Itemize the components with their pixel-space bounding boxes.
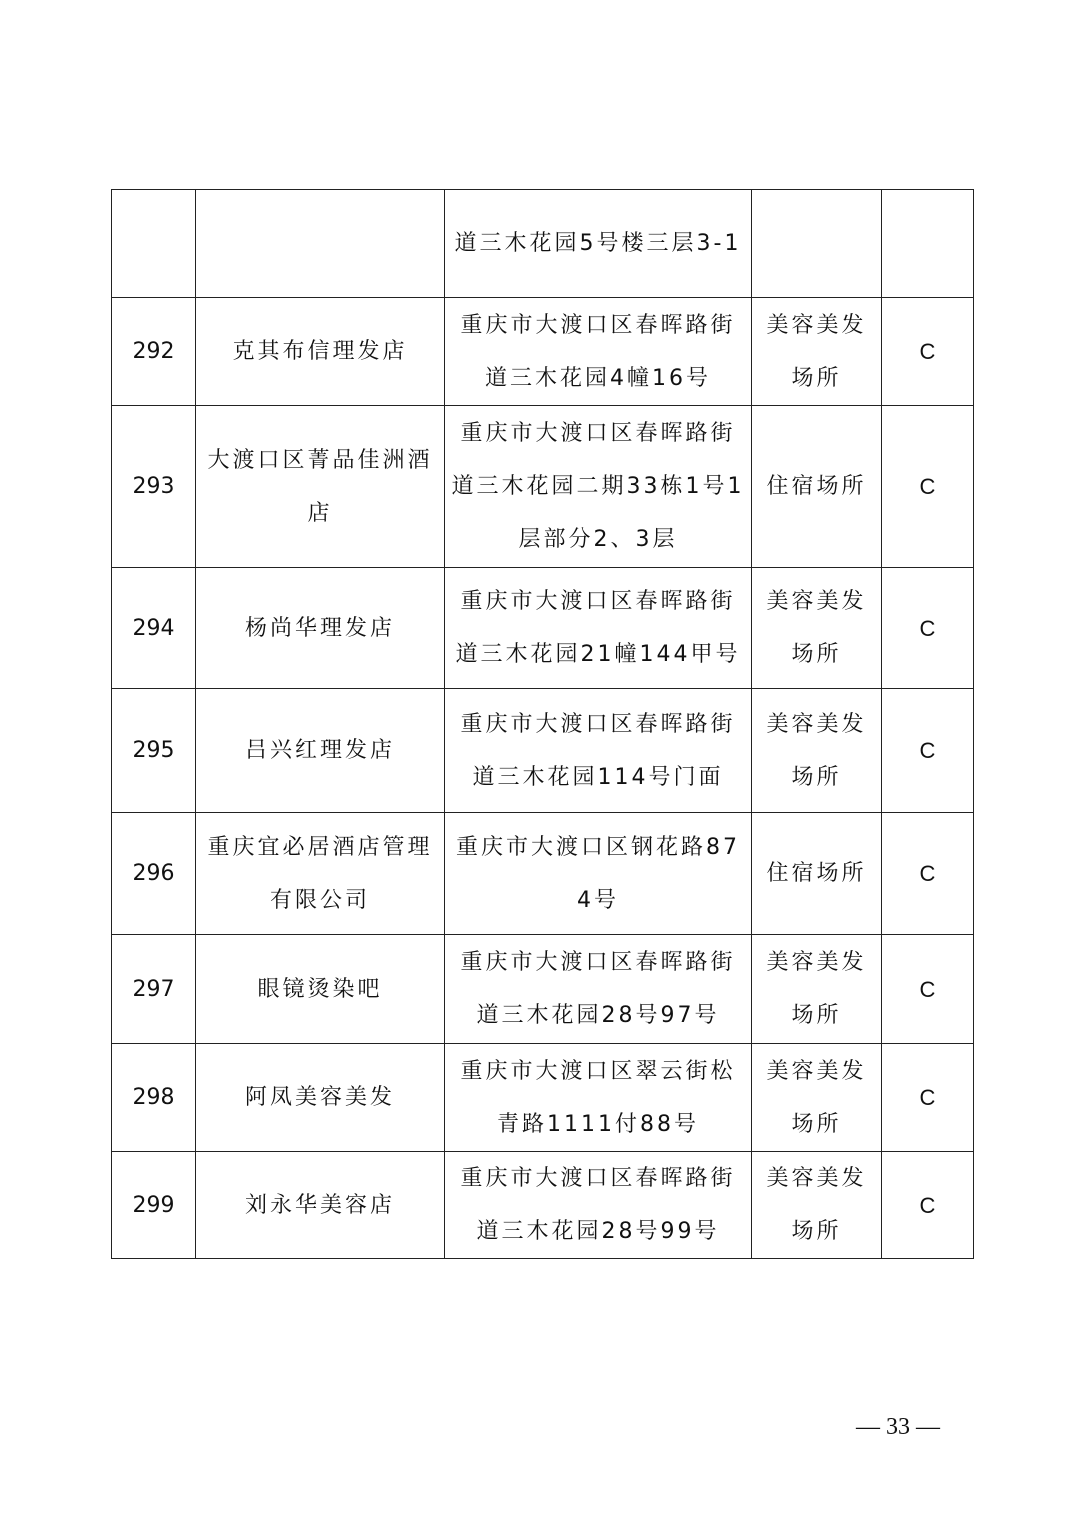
venue-category: 住宿场所	[752, 406, 882, 568]
table-container	[111, 189, 973, 1259]
venue-address: 重庆市大渡口区春晖路街道三木花园二期33栋1号1层部分2、3层	[445, 406, 752, 568]
row-number	[112, 190, 196, 298]
venue-level: C	[882, 935, 974, 1044]
table-row	[112, 689, 974, 813]
row-number: 294	[112, 568, 196, 689]
venue-level: C	[882, 568, 974, 689]
venue-category: 美容美发场所	[752, 1044, 882, 1152]
venue-address: 重庆市大渡口区钢花路874号	[445, 813, 752, 935]
table-row	[112, 190, 974, 298]
venue-address: 重庆市大渡口区春晖路街道三木花园28号99号	[445, 1152, 752, 1259]
venue-category: 美容美发场所	[752, 1152, 882, 1259]
venue-name: 克其布信理发店	[196, 298, 445, 406]
row-number: 292	[112, 298, 196, 406]
page-number: — 33 —	[856, 1414, 940, 1440]
venue-name: 杨尚华理发店	[196, 568, 445, 689]
table-row	[112, 813, 974, 935]
venue-level: C	[882, 1044, 974, 1152]
venue-address: 重庆市大渡口区春晖路街道三木花园114号门面	[445, 689, 752, 813]
venue-name: 吕兴红理发店	[196, 689, 445, 813]
row-number: 295	[112, 689, 196, 813]
venue-address: 道三木花园5号楼三层3-1	[445, 190, 752, 298]
table-row	[112, 568, 974, 689]
venue-category: 美容美发场所	[752, 935, 882, 1044]
row-number: 296	[112, 813, 196, 935]
venue-category: 美容美发场所	[752, 298, 882, 406]
venue-address: 重庆市大渡口区春晖路街道三木花园21幢144甲号	[445, 568, 752, 689]
table-row	[112, 1152, 974, 1259]
table-row	[112, 1044, 974, 1152]
venue-name	[196, 190, 445, 298]
row-number: 297	[112, 935, 196, 1044]
table-row	[112, 298, 974, 406]
venue-address: 重庆市大渡口区春晖路街道三木花园28号97号	[445, 935, 752, 1044]
venue-level: C	[882, 298, 974, 406]
venue-name: 大渡口区菁品佳洲酒店	[196, 406, 445, 568]
table-row	[112, 935, 974, 1044]
venue-category: 美容美发场所	[752, 568, 882, 689]
venue-table	[111, 189, 974, 1259]
venue-address: 重庆市大渡口区春晖路街道三木花园4幢16号	[445, 298, 752, 406]
row-number: 293	[112, 406, 196, 568]
venue-name: 刘永华美容店	[196, 1152, 445, 1259]
venue-category: 住宿场所	[752, 813, 882, 935]
venue-category	[752, 190, 882, 298]
venue-level: C	[882, 689, 974, 813]
venue-level: C	[882, 813, 974, 935]
venue-name: 眼镜烫染吧	[196, 935, 445, 1044]
venue-address: 重庆市大渡口区翠云街松青路1111付88号	[445, 1044, 752, 1152]
row-number: 299	[112, 1152, 196, 1259]
row-number: 298	[112, 1044, 196, 1152]
venue-level: C	[882, 406, 974, 568]
venue-name: 阿凤美容美发	[196, 1044, 445, 1152]
venue-level: C	[882, 1152, 974, 1259]
table-row	[112, 406, 974, 568]
venue-category: 美容美发场所	[752, 689, 882, 813]
venue-level	[882, 190, 974, 298]
venue-name: 重庆宜必居酒店管理有限公司	[196, 813, 445, 935]
